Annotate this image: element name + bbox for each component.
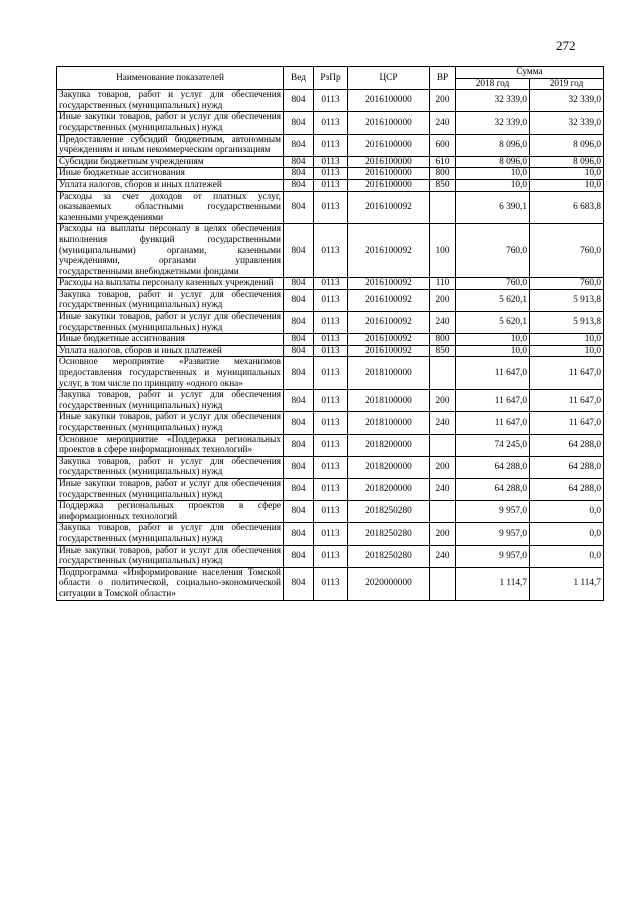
- row-sum-2019: 5 913,8: [530, 312, 604, 334]
- row-vr: [430, 191, 456, 224]
- row-rzpr: 0113: [314, 289, 348, 311]
- row-vr: 800: [430, 168, 456, 180]
- row-ved: 804: [284, 278, 314, 290]
- row-name: Иные закупки товаров, работ и услуг для обеспечения государственных (муниципальных) нужд: [57, 312, 284, 334]
- row-sum-2018: 64 288,0: [456, 478, 530, 500]
- row-vr: 610: [430, 156, 456, 168]
- row-csr: 2018100000: [348, 390, 430, 412]
- row-rzpr: 0113: [314, 412, 348, 434]
- row-ved: 804: [284, 357, 314, 390]
- row-rzpr: 0113: [314, 478, 348, 500]
- row-ved: 804: [284, 456, 314, 478]
- row-sum-2018: 5 620,1: [456, 312, 530, 334]
- row-rzpr: 0113: [314, 390, 348, 412]
- row-csr: 2016100000: [348, 156, 430, 168]
- table-row: [57, 156, 604, 168]
- header-year-2019: 2019 год: [530, 78, 604, 90]
- row-csr: 2016100000: [348, 112, 430, 134]
- row-csr: 2016100000: [348, 179, 430, 191]
- row-sum-2019: 64 288,0: [530, 456, 604, 478]
- row-sum-2019: 760,0: [530, 278, 604, 290]
- row-csr: 2016100092: [348, 191, 430, 224]
- row-ved: 804: [284, 334, 314, 346]
- table-row: [57, 191, 604, 224]
- row-sum-2018: 10,0: [456, 334, 530, 346]
- row-name: Подпрограмма «Информирование населения Томской области о политической, социально-экономической ситуации в Томской области»: [57, 567, 284, 600]
- row-sum-2019: 32 339,0: [530, 112, 604, 134]
- table-row: [57, 179, 604, 191]
- row-vr: 200: [430, 390, 456, 412]
- row-ved: 804: [284, 168, 314, 180]
- budget-table: [56, 66, 604, 601]
- row-sum-2018: 9 957,0: [456, 523, 530, 545]
- row-name: Иные бюджетные ассигнования: [57, 168, 284, 180]
- row-name: Закупка товаров, работ и услуг для обеспечения государственных (муниципальных) нужд: [57, 523, 284, 545]
- row-sum-2018: 8 096,0: [456, 156, 530, 168]
- row-sum-2019: 32 339,0: [530, 90, 604, 112]
- row-sum-2018: 5 620,1: [456, 289, 530, 311]
- row-rzpr: 0113: [314, 523, 348, 545]
- row-name: Уплата налогов, сборов и иных платежей: [57, 179, 284, 191]
- row-sum-2019: 11 647,0: [530, 357, 604, 390]
- row-vr: 200: [430, 456, 456, 478]
- row-csr: 2016100000: [348, 168, 430, 180]
- row-ved: 804: [284, 112, 314, 134]
- row-sum-2018: 10,0: [456, 345, 530, 357]
- row-name: Закупка товаров, работ и услуг для обеспечения государственных (муниципальных) нужд: [57, 390, 284, 412]
- row-name: Иные закупки товаров, работ и услуг для обеспечения государственных (муниципальных) нужд: [57, 545, 284, 567]
- table-row: [57, 112, 604, 134]
- table-row: [57, 501, 604, 523]
- row-sum-2019: 6 683,8: [530, 191, 604, 224]
- row-name: Предоставление субсидий бюджетным, автономным учреждениям и иным некоммерческим организациям: [57, 134, 284, 156]
- row-name: Закупка товаров, работ и услуг для обеспечения государственных (муниципальных) нужд: [57, 456, 284, 478]
- row-sum-2018: 11 647,0: [456, 357, 530, 390]
- row-sum-2018: 8 096,0: [456, 134, 530, 156]
- row-ved: 804: [284, 156, 314, 168]
- row-sum-2019: 64 288,0: [530, 478, 604, 500]
- row-rzpr: 0113: [314, 545, 348, 567]
- row-name: Уплата налогов, сборов и иных платежей: [57, 345, 284, 357]
- row-csr: 2016100092: [348, 345, 430, 357]
- table-row: [57, 523, 604, 545]
- row-vr: 240: [430, 312, 456, 334]
- row-vr: [430, 501, 456, 523]
- row-sum-2019: 760,0: [530, 224, 604, 278]
- header-rzpr: РзПр: [314, 67, 348, 90]
- row-vr: 240: [430, 412, 456, 434]
- row-vr: 600: [430, 134, 456, 156]
- row-rzpr: 0113: [314, 112, 348, 134]
- row-ved: 804: [284, 412, 314, 434]
- table-row: [57, 357, 604, 390]
- row-csr: 2018100000: [348, 412, 430, 434]
- row-vr: 110: [430, 278, 456, 290]
- row-name: Закупка товаров, работ и услуг для обеспечения государственных (муниципальных) нужд: [57, 289, 284, 311]
- row-csr: 2018200000: [348, 434, 430, 456]
- row-sum-2018: 64 288,0: [456, 456, 530, 478]
- header-year-2018: 2018 год: [456, 78, 530, 90]
- header-csr: ЦСР: [348, 67, 430, 90]
- row-sum-2018: 32 339,0: [456, 90, 530, 112]
- row-vr: 200: [430, 523, 456, 545]
- row-vr: 850: [430, 179, 456, 191]
- table-row: [57, 312, 604, 334]
- row-sum-2018: 1 114,7: [456, 567, 530, 600]
- table-row: [57, 168, 604, 180]
- row-sum-2019: 11 647,0: [530, 412, 604, 434]
- row-sum-2019: 64 288,0: [530, 434, 604, 456]
- table-row: [57, 90, 604, 112]
- table-body: [57, 90, 604, 600]
- row-sum-2019: 0,0: [530, 545, 604, 567]
- row-sum-2019: 10,0: [530, 334, 604, 346]
- table-row: [57, 134, 604, 156]
- row-sum-2018: 6 390,1: [456, 191, 530, 224]
- row-name: Закупка товаров, работ и услуг для обеспечения государственных (муниципальных) нужд: [57, 90, 284, 112]
- table-row: [57, 567, 604, 600]
- row-sum-2018: 74 245,0: [456, 434, 530, 456]
- row-csr: 2016100092: [348, 224, 430, 278]
- row-csr: 2018100000: [348, 357, 430, 390]
- row-sum-2019: 1 114,7: [530, 567, 604, 600]
- row-sum-2019: 10,0: [530, 179, 604, 191]
- table-row: [57, 334, 604, 346]
- row-csr: 2016100092: [348, 334, 430, 346]
- table-row: [57, 289, 604, 311]
- table-row: [57, 478, 604, 500]
- row-sum-2018: 11 647,0: [456, 390, 530, 412]
- row-name: Основное мероприятие «Развитие механизмов предоставления государственных и муниципальных услуг, в том числе по принципу «одного окна»: [57, 357, 284, 390]
- row-sum-2019: 5 913,8: [530, 289, 604, 311]
- table-row: [57, 545, 604, 567]
- row-rzpr: 0113: [314, 179, 348, 191]
- row-sum-2018: 9 957,0: [456, 501, 530, 523]
- row-sum-2018: 10,0: [456, 168, 530, 180]
- row-vr: 850: [430, 345, 456, 357]
- row-sum-2018: 32 339,0: [456, 112, 530, 134]
- row-rzpr: 0113: [314, 134, 348, 156]
- row-vr: 800: [430, 334, 456, 346]
- row-csr: 2018250280: [348, 523, 430, 545]
- row-name: Поддержка региональных проектов в сфере информационных технологий: [57, 501, 284, 523]
- table-row: [57, 412, 604, 434]
- header-sum: Сумма: [456, 67, 604, 79]
- row-name: Расходы на выплаты персоналу казенных учреждений: [57, 278, 284, 290]
- row-vr: [430, 434, 456, 456]
- row-ved: 804: [284, 191, 314, 224]
- row-ved: 804: [284, 134, 314, 156]
- header-ved: Вед: [284, 67, 314, 90]
- row-csr: 2016100092: [348, 289, 430, 311]
- row-csr: 2018200000: [348, 478, 430, 500]
- row-vr: [430, 567, 456, 600]
- row-sum-2019: 0,0: [530, 501, 604, 523]
- row-name: Расходы за счет доходов от платных услуг, оказываемых областными государственными казенными учреждениями: [57, 191, 284, 224]
- row-sum-2018: 10,0: [456, 179, 530, 191]
- row-ved: 804: [284, 90, 314, 112]
- row-name: Иные закупки товаров, работ и услуг для обеспечения государственных (муниципальных) нужд: [57, 478, 284, 500]
- row-sum-2019: 10,0: [530, 168, 604, 180]
- row-name: Иные закупки товаров, работ и услуг для обеспечения государственных (муниципальных) нужд: [57, 412, 284, 434]
- row-csr: 2016100092: [348, 312, 430, 334]
- row-sum-2019: 8 096,0: [530, 134, 604, 156]
- row-ved: 804: [284, 390, 314, 412]
- row-rzpr: 0113: [314, 456, 348, 478]
- table-row: [57, 434, 604, 456]
- row-vr: 240: [430, 545, 456, 567]
- row-name: Иные закупки товаров, работ и услуг для обеспечения государственных (муниципальных) нужд: [57, 112, 284, 134]
- row-name: Иные бюджетные ассигнования: [57, 334, 284, 346]
- table-row: [57, 224, 604, 278]
- row-csr: 2018250280: [348, 501, 430, 523]
- row-vr: [430, 357, 456, 390]
- row-rzpr: 0113: [314, 345, 348, 357]
- row-name: Расходы на выплаты персоналу в целях обеспечения выполнения функций государственными (муниципальными) органами, казенными учреждениями, органами управления государственными внебюджетными фондами: [57, 224, 284, 278]
- row-vr: 200: [430, 289, 456, 311]
- row-ved: 804: [284, 478, 314, 500]
- row-rzpr: 0113: [314, 224, 348, 278]
- row-vr: 240: [430, 478, 456, 500]
- row-sum-2018: 760,0: [456, 278, 530, 290]
- row-csr: 2020000000: [348, 567, 430, 600]
- row-ved: 804: [284, 567, 314, 600]
- row-sum-2018: 760,0: [456, 224, 530, 278]
- row-ved: 804: [284, 312, 314, 334]
- table-row: [57, 390, 604, 412]
- row-rzpr: 0113: [314, 434, 348, 456]
- row-rzpr: 0113: [314, 357, 348, 390]
- row-ved: 804: [284, 289, 314, 311]
- row-rzpr: 0113: [314, 312, 348, 334]
- row-csr: 2018250280: [348, 545, 430, 567]
- row-ved: 804: [284, 523, 314, 545]
- row-ved: 804: [284, 179, 314, 191]
- row-rzpr: 0113: [314, 90, 348, 112]
- header-name: Наименование показателей: [57, 67, 284, 90]
- row-ved: 804: [284, 501, 314, 523]
- row-rzpr: 0113: [314, 278, 348, 290]
- table-row: [57, 278, 604, 290]
- row-rzpr: 0113: [314, 191, 348, 224]
- row-csr: 2016100000: [348, 90, 430, 112]
- row-name: Субсидии бюджетным учреждениям: [57, 156, 284, 168]
- row-csr: 2016100000: [348, 134, 430, 156]
- row-sum-2019: 10,0: [530, 345, 604, 357]
- table-row: [57, 345, 604, 357]
- row-vr: 240: [430, 112, 456, 134]
- row-sum-2019: 11 647,0: [530, 390, 604, 412]
- row-csr: 2018200000: [348, 456, 430, 478]
- row-sum-2018: 9 957,0: [456, 545, 530, 567]
- row-sum-2019: 8 096,0: [530, 156, 604, 168]
- row-rzpr: 0113: [314, 501, 348, 523]
- row-sum-2018: 11 647,0: [456, 412, 530, 434]
- row-ved: 804: [284, 345, 314, 357]
- row-rzpr: 0113: [314, 156, 348, 168]
- header-vr: ВР: [430, 67, 456, 90]
- page-number: 272: [556, 38, 576, 53]
- row-rzpr: 0113: [314, 334, 348, 346]
- row-rzpr: 0113: [314, 168, 348, 180]
- table-row: [57, 456, 604, 478]
- row-csr: 2016100092: [348, 278, 430, 290]
- row-ved: 804: [284, 545, 314, 567]
- row-ved: 804: [284, 434, 314, 456]
- row-vr: 200: [430, 90, 456, 112]
- row-ved: 804: [284, 224, 314, 278]
- table-header: [57, 67, 604, 90]
- row-vr: 100: [430, 224, 456, 278]
- row-sum-2019: 0,0: [530, 523, 604, 545]
- row-name: Основное мероприятие «Поддержка региональных проектов в сфере информационных технологий»: [57, 434, 284, 456]
- row-rzpr: 0113: [314, 567, 348, 600]
